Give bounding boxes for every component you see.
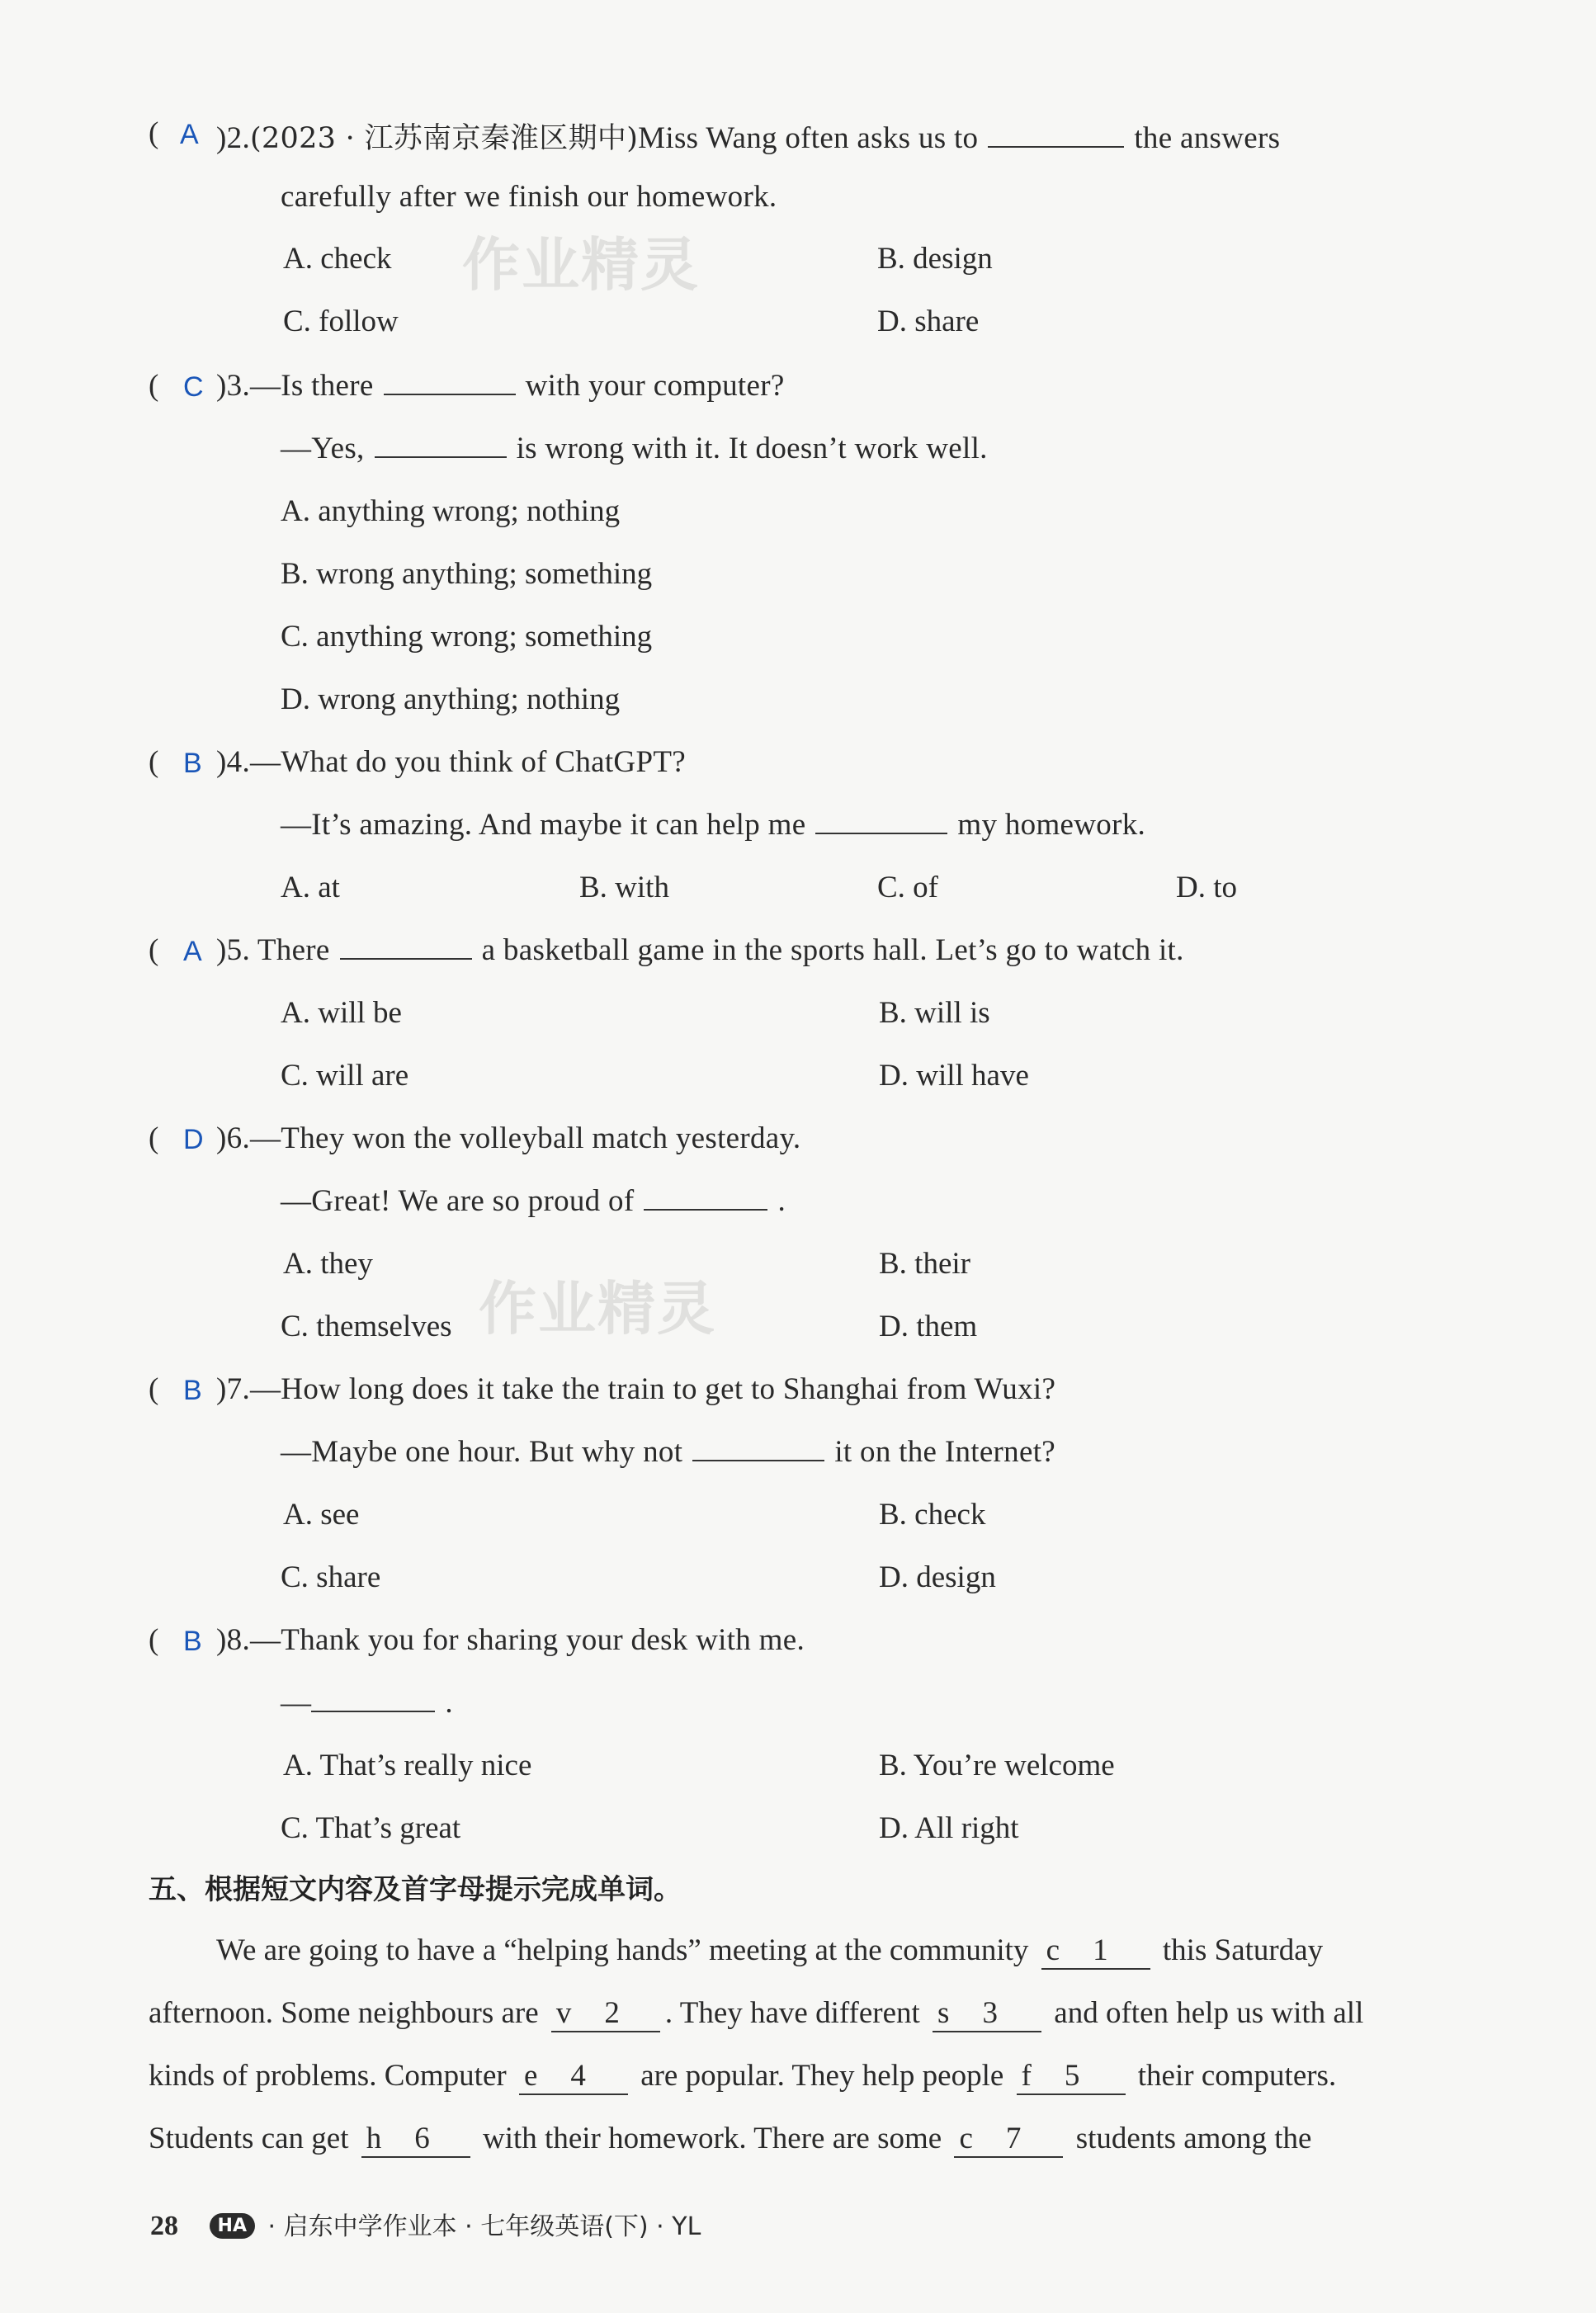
option-8a: A. That’s really nice — [283, 1749, 532, 1782]
blank-5: f 5 — [1017, 2058, 1126, 2095]
page-number: 28 — [150, 2211, 178, 2241]
option-7a: A. see — [283, 1498, 360, 1532]
answer-7: B — [183, 1375, 202, 1406]
option-2d: D. share — [877, 304, 980, 338]
page-footer — [150, 2206, 701, 2242]
passage-line-4: Students can get h 6 with their homework. There are some c 7 students among the — [149, 2121, 1518, 2158]
question-7-reply: —Maybe one hour. But why not it on the Internet? — [281, 1435, 1055, 1469]
watermark-logo: 作业精灵 — [462, 231, 700, 299]
passage-line-3: kinds of problems. Computer e 4 are popular. They help people f 5 their computers. — [149, 2058, 1518, 2095]
option-2a: A. check — [283, 242, 392, 276]
option-2b: B. design — [877, 242, 993, 276]
option-8d: D. All right — [879, 1811, 1019, 1845]
option-7b: B. check — [879, 1498, 986, 1532]
option-6c: C. themselves — [281, 1310, 452, 1343]
option-7d: D. design — [879, 1560, 996, 1594]
option-3b: B. wrong anything; something — [281, 557, 653, 591]
blank-3: s 3 — [933, 1995, 1041, 2032]
option-6a: A. they — [283, 1247, 373, 1281]
answer-4: B — [183, 748, 202, 779]
answer-3: C — [183, 371, 204, 403]
publisher-badge: HA — [210, 2213, 255, 2239]
worksheet-page: ( A )2.(2023 · 江苏南京秦淮区期中)Miss Wang often asks us to the answers carefully after we finish our homework. A. check B. design C. follow D. share 作业精灵 ( C )3.—Is there with your computer? —Yes, is wrong with it. It doesn’t work well. A. anything wrong; nothing B. wrong anything; something C. anything wrong; something D. wrong anything; nothing ( B )4.—What do you think of ChatGPT? —It’s amazing. And maybe it can help me my homework. A. at B. with C. of D. to ( A )5. There a basketball game in the sports hall. Let’s go to watch it. A. will be B. will is C. will are D. will have ( D )6.—They won the volleyball match yesterday. —Great! We are so proud of . A. they B. their C. themselves D. them 作业精灵 ( B )7.—How long does it take the train to get to Shanghai from Wuxi? —Maybe one hour. But why not it on the Internet? A. see B. check C. share D. design ( B )8.—Thank you for sharing your desk with me. — . A. That’s really nice B. You’re welcome C. That’s great D. All right 五、根据短文内容及首字母提示完成单词。 We are going to have a “helping hands” meeting at the community c 1 this Saturday afternoon. Some neighbours are v 2 . They have different s 3 and often help us with all kinds of problems. Computer e 4 are popular. They help people f 5 their computers. Students can get h 6 with their homework. There are some c 7 students among the 28 HA · 启东中学作业本 · 七年级英语(下) · YL — [0, 0, 1596, 2313]
option-4c: C. of — [877, 871, 938, 904]
blank-2: v 2 — [551, 1995, 660, 2032]
option-5a: A. will be — [281, 996, 402, 1030]
watermark-logo-2: 作业精灵 — [479, 1275, 716, 1343]
option-3a: A. anything wrong; nothing — [281, 494, 621, 528]
answer-2: A — [180, 119, 199, 150]
blank-7: c 7 — [954, 2121, 1063, 2158]
option-7c: C. share — [281, 1560, 381, 1594]
option-5c: C. will are — [281, 1059, 409, 1093]
option-6b: B. their — [879, 1247, 970, 1281]
option-4a: A. at — [281, 871, 340, 904]
blank-1: c 1 — [1041, 1933, 1150, 1970]
question-3-reply: —Yes, is wrong with it. It doesn’t work well. — [281, 432, 988, 465]
option-2c: C. follow — [283, 304, 399, 338]
question-8-reply: — . — [281, 1686, 453, 1720]
section-heading: 五、根据短文内容及首字母提示完成单词。 — [149, 1873, 682, 1906]
passage-line-1: We are going to have a “helping hands” meeting at the community c 1 this Saturday — [216, 1933, 1586, 1970]
question-6-reply: —Great! We are so proud of . — [281, 1184, 786, 1218]
blank-6: h 6 — [361, 2121, 470, 2158]
blank-4: e 4 — [519, 2058, 628, 2095]
option-4b: B. with — [579, 871, 669, 904]
answer-8: B — [183, 1626, 202, 1657]
option-5d: D. will have — [879, 1059, 1029, 1093]
question-4-reply: —It’s amazing. And maybe it can help me my homework. — [281, 808, 1146, 842]
answer-5: A — [183, 936, 202, 967]
question-2-cont: carefully after we finish our homework. — [281, 180, 777, 214]
option-3d: D. wrong anything; nothing — [281, 682, 621, 716]
option-8c: C. That’s great — [281, 1811, 461, 1845]
option-8b: B. You’re welcome — [879, 1749, 1115, 1782]
option-4d: D. to — [1176, 871, 1237, 904]
footer-title: · 启东中学作业本 · 七年级英语(下) · YL — [267, 2212, 701, 2241]
passage-line-2: afternoon. Some neighbours are v 2 . They have different s 3 and often help us with all — [149, 1995, 1518, 2032]
option-3c: C. anything wrong; something — [281, 620, 653, 654]
option-6d: D. them — [879, 1310, 978, 1343]
answer-6: D — [183, 1124, 204, 1155]
option-5b: B. will is — [879, 996, 990, 1030]
